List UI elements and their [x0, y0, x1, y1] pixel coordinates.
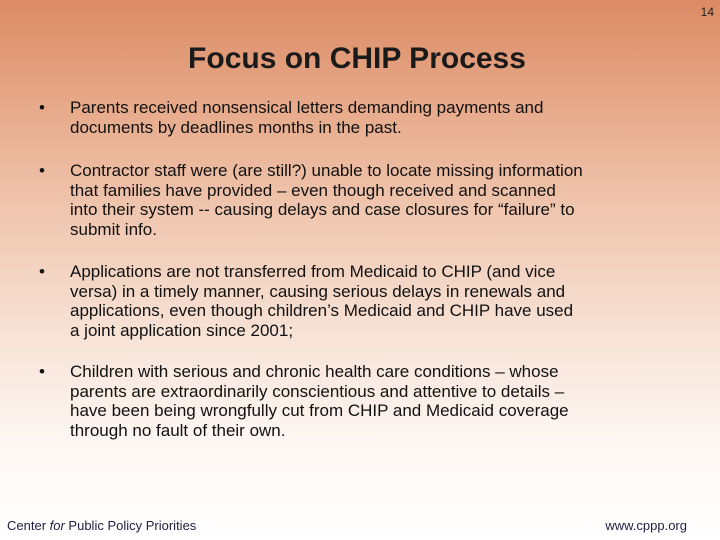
bullet-text: Children with serious and chronic health care conditions – whose parents are extraordinarily conscientious and attentive to details – have been being wrongfully cut from CHIP and Medicaid coverage through no fault of their own.: [70, 362, 569, 440]
footer-website[interactable]: www.cppp.org: [605, 518, 687, 533]
footer-org-prefix: Center: [7, 518, 50, 533]
slide-title: Focus on CHIP Process: [188, 42, 526, 75]
bullet-item: [0, 98, 720, 137]
bullet-item: [0, 262, 720, 340]
bullet-marker: •: [39, 262, 45, 281]
bullet-marker: •: [39, 161, 45, 180]
bullet-text: Contractor staff were (are still?) unable to locate missing information that families have provided – even though received and scanned into their system -- causing delays and case closures for “failure” to submit info.: [70, 161, 583, 239]
footer-organization: [7, 518, 196, 533]
bullet-text: Applications are not transferred from Medicaid to CHIP (and vice versa) in a timely manner, causing serious delays in renewals and applications, even though children’s Medicaid and CHIP have used a joint application since 2001;: [70, 262, 574, 340]
footer-org-suffix: Public Policy Priorities: [64, 518, 197, 533]
bullet-item: [0, 362, 720, 440]
footer-org-italic: for: [49, 518, 65, 533]
page-number: 14: [700, 5, 714, 19]
bullet-marker: •: [39, 98, 45, 117]
bullet-text: Parents received nonsensical letters demanding payments and documents by deadlines months in the past.: [70, 98, 544, 137]
bullet-marker: •: [39, 362, 45, 381]
bullet-item: [0, 161, 720, 239]
